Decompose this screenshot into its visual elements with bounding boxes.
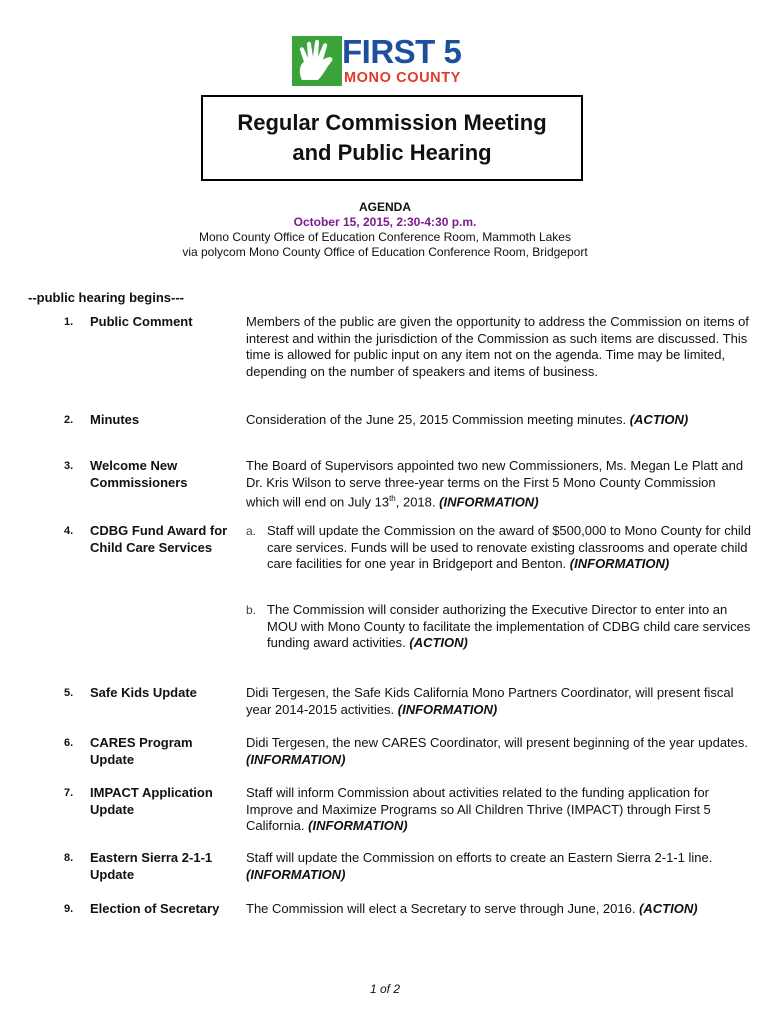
item-description xyxy=(246,785,750,835)
item-tag: (INFORMATION) xyxy=(439,494,539,510)
item-title: Election of Secretary xyxy=(90,901,220,916)
sub-item-letter: b. xyxy=(246,603,257,617)
item-description xyxy=(246,685,750,718)
superscript: th xyxy=(389,494,396,504)
item-number: 2. xyxy=(64,414,74,426)
item-number: 6. xyxy=(64,737,74,749)
item-number: 8. xyxy=(64,852,74,864)
meeting-title-box xyxy=(201,95,583,181)
item-description xyxy=(246,850,750,883)
item-tag: (INFORMATION) xyxy=(569,556,670,572)
item-title: Safe Kids Update xyxy=(90,685,197,700)
item-description-text: Staff will inform Commission about activities related to the funding application for Improve and Maximize Programs so All Children Thrive (IMPACT) through First 5 California. xyxy=(246,785,711,834)
item-description: Members of the public are given the opportunity to address the Commission on items of interest and within the jurisdiction of the Commission as such items are discussed. This time is allowed for public input on any item not on the agenda. Time may be limited, depending on the number of speakers and items of business. xyxy=(246,314,749,379)
item-tag: (INFORMATION) xyxy=(246,866,346,882)
item-description xyxy=(246,735,750,768)
item-number: 3. xyxy=(64,460,74,472)
first5-logo xyxy=(292,33,492,88)
sub-item-letter: a. xyxy=(246,524,257,538)
item-tag: (ACTION) xyxy=(639,901,698,916)
sub-item-description: Staff will update the Commission on the award of $500,000 to Mono County for child care services. Funds will be used to renovate existing classrooms and operate child care facilities for one year in Bridgeport and Benton. xyxy=(267,523,751,572)
meeting-remote-location: via polycom Mono County Office of Education Conference Room, Bridgeport xyxy=(182,245,588,259)
sub-item-text xyxy=(267,602,751,652)
agenda-label: AGENDA xyxy=(358,200,411,214)
item-tag: (ACTION) xyxy=(629,412,689,427)
item-title: IMPACT Application Update xyxy=(90,785,213,817)
meeting-date: October 15, 2015, 2:30-4:30 p.m. xyxy=(293,215,477,229)
sub-item-description: The Commission will consider authorizing the Executive Director to enter into an MOU with Mono County to facilitate the implementation of CDBG child care services funding award activities. xyxy=(267,602,751,651)
logo-subtitle: MONO COUNTY xyxy=(344,70,461,86)
item-tag: (INFORMATION) xyxy=(308,818,408,834)
item-title: Minutes xyxy=(90,412,140,427)
item-number: 7. xyxy=(64,787,74,799)
meeting-title-line2: and Public Hearing xyxy=(292,140,492,165)
item-number: 4. xyxy=(64,525,74,537)
item-number: 9. xyxy=(64,903,74,915)
item-title: CDBG Fund Award for Child Care Services xyxy=(90,523,228,555)
meeting-location: Mono County Office of Education Conference Room, Mammoth Lakes xyxy=(199,230,571,244)
item-tag: (INFORMATION) xyxy=(246,751,346,767)
public-hearing-label: --public hearing begins--- xyxy=(28,290,184,305)
item-description xyxy=(246,458,750,511)
item-number: 1. xyxy=(64,316,74,328)
item-description xyxy=(246,412,750,429)
item-description-text: Didi Tergesen, the Safe Kids California Mono Partners Coordinator, will present fiscal year 2014-2015 activities. xyxy=(246,685,734,717)
item-description-text: , 2018. xyxy=(395,494,440,510)
item-description-text: The Commission will elect a Secretary to serve through June, 2016. xyxy=(246,901,640,916)
item-title: Welcome New Commissioners xyxy=(90,458,188,490)
meeting-title-line1: Regular Commission Meeting xyxy=(237,110,547,135)
item-number: 5. xyxy=(64,687,74,699)
item-description xyxy=(246,901,750,918)
sub-item-text xyxy=(267,523,751,573)
hand-print-icon xyxy=(292,36,342,86)
item-description-text: Didi Tergesen, the new CARES Coordinator, will present beginning of the year updates. xyxy=(246,735,748,750)
page-number: 1 of 2 xyxy=(369,982,401,996)
item-description-text: Consideration of the June 25, 2015 Commission meeting minutes. xyxy=(246,412,630,427)
item-title: Eastern Sierra 2-1-1 Update xyxy=(90,850,213,882)
item-tag: (INFORMATION) xyxy=(397,701,498,717)
item-title: CARES Program Update xyxy=(90,735,193,767)
item-description-text: The Board of Supervisors appointed two new Commissioners, Ms. Megan Le Platt and Dr. Kris Wilson to serve three-year terms on the First 5 Mono County Commission which will end on July 13 xyxy=(246,458,744,510)
logo-title: FIRST 5 xyxy=(342,33,462,70)
item-tag: (ACTION) xyxy=(409,635,468,651)
item-description-text: Staff will update the Commission on efforts to create an Eastern Sierra 2-1-1 line. xyxy=(246,850,713,865)
item-title: Public Comment xyxy=(90,314,193,329)
